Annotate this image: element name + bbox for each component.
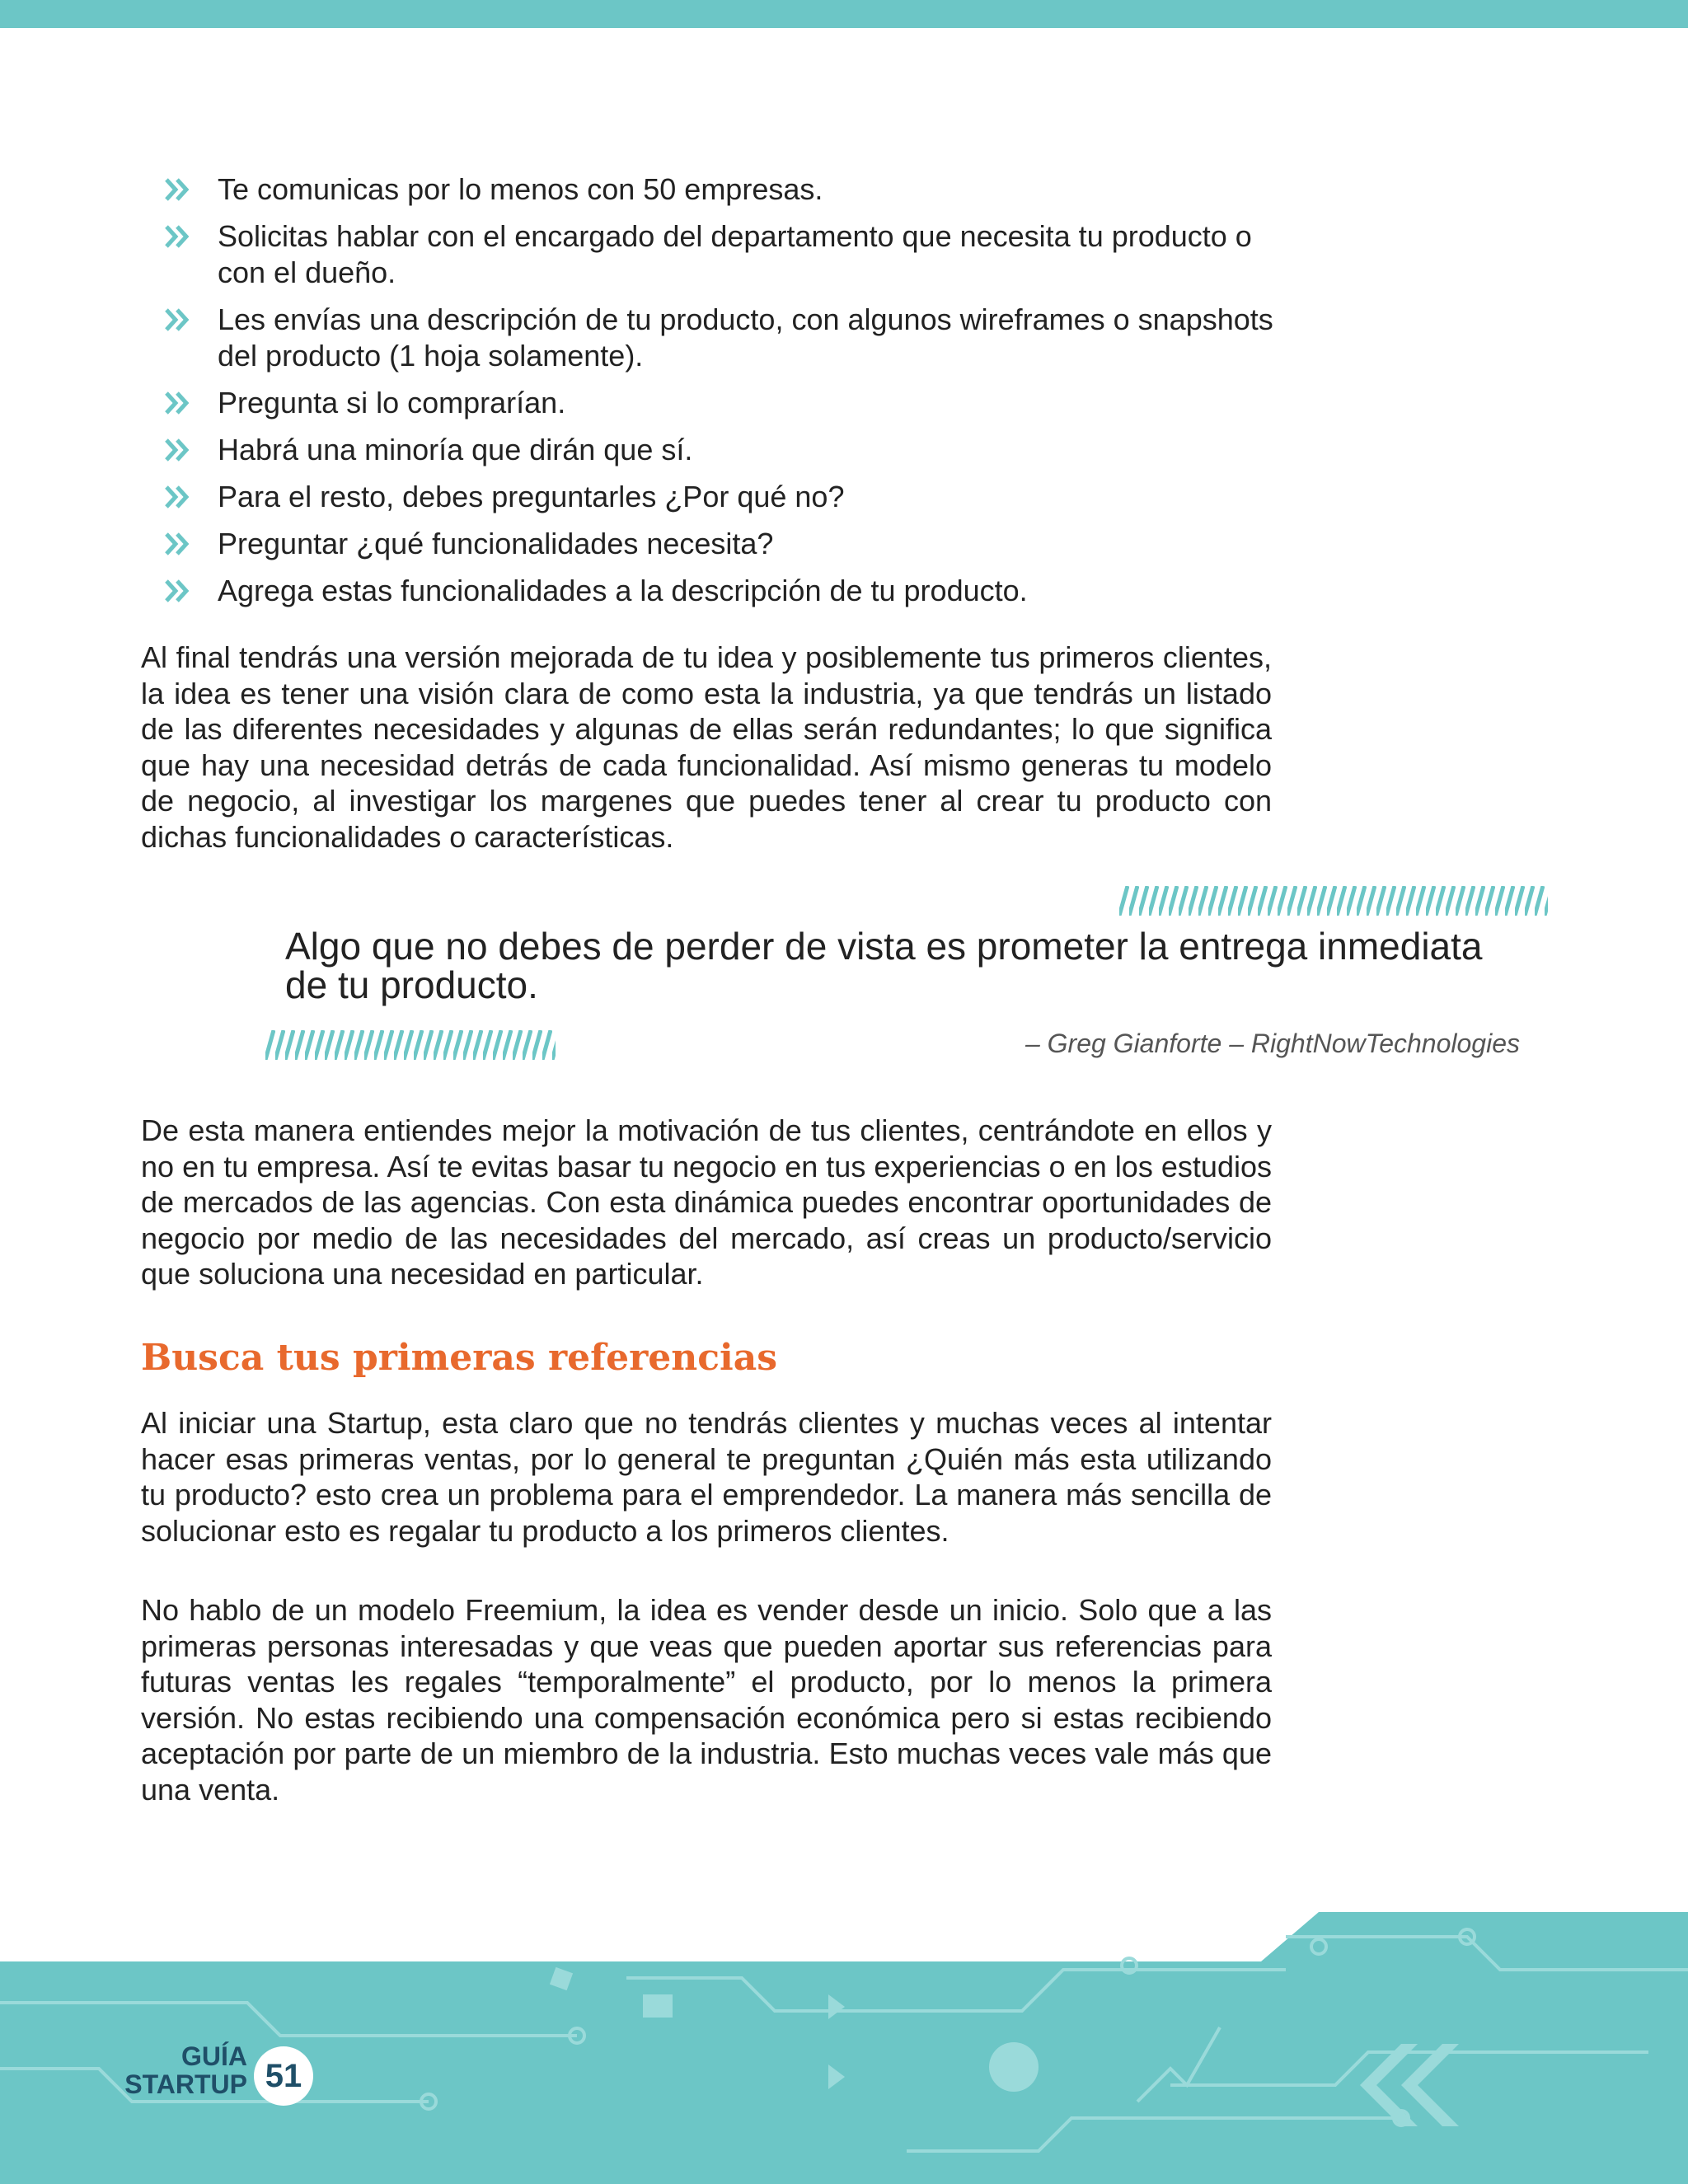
body-paragraph: No hablo de un modelo Freemium, la idea es vender desde un inicio. Solo que a las primeras personas interesadas y que veas que pueden aportar sus referencias para futuras ventas les regales “temporalmente” el producto, por lo menos la primera versión. No estas recibiendo una compensación económica pero si estas recibiendo aceptación por parte de un miembro de la industria. Esto muchas veces vale más que una venta.	[141, 1593, 1272, 1807]
list-item-text: Solicitas hablar con el encargado del departamento que necesita tu producto o con el dueño.	[218, 219, 1252, 289]
list-item-text: Te comunicas por lo menos con 50 empresas.	[218, 172, 823, 206]
list-item	[163, 302, 1276, 374]
list-item-text: Agrega estas funcionalidades a la descripción de tu producto.	[218, 574, 1028, 607]
page-number: 51	[254, 2046, 313, 2106]
body-paragraph: Al final tendrás una versión mejorada de tu idea y posiblemente tus primeros clientes, la idea es tener una visión clara de como esta la industria, ya que tendrás un listado de las diferentes necesidades y algunas de ellas serán redundantes; lo que significa que hay una necesidad detrás de cada funcionalidad. Así mismo generas tu modelo de negocio, al investigar los margenes que puedes tener al crear tu producto con dichas funcionalidades o características.	[141, 640, 1272, 854]
top-accent-bar	[0, 0, 1688, 28]
circuit-background	[0, 1904, 1688, 2184]
brand-line-2: STARTUP	[124, 2069, 247, 2099]
list-item	[163, 479, 1276, 515]
double-chevron-icon	[163, 576, 193, 606]
double-chevron-icon	[163, 435, 193, 465]
quote-author: – Greg Gianforte – RightNowTechnologies	[1025, 1029, 1520, 1058]
list-item-text: Les envías una descripción de tu producto, con algunos wireframes o snapshots del producto (1 hoja solamente).	[218, 302, 1273, 373]
list-item	[163, 218, 1276, 291]
hatch-decoration-top	[1119, 886, 1548, 916]
list-item	[163, 171, 1276, 208]
body-paragraph: De esta manera entiendes mejor la motivación de tus clientes, centrándote en ellos y no en tu empresa. Así te evitas basar tu negocio en tus experiencias o en los estudios de mercados de las agencias. Con esta dinámica puedes encontrar oportunidades de negocio por medio de las necesidades del mercado, así creas un producto/servicio que soluciona una necesidad en particular.	[141, 1113, 1272, 1291]
pull-quote: Algo que no debes de perder de vista es prometer la entrega inmediata de tu producto.	[285, 925, 1483, 1006]
list-item-text: Preguntar ¿qué funcionalidades necesita?	[218, 527, 774, 560]
list-item-text: Habrá una minoría que dirán que sí.	[218, 433, 693, 466]
globe-icon	[989, 2042, 1039, 2092]
footer-banner	[0, 1904, 1688, 2184]
list-item	[163, 573, 1276, 609]
bullet-list	[163, 171, 1276, 620]
section-heading: Busca tus primeras referencias	[141, 1337, 778, 1379]
double-chevron-icon	[163, 305, 193, 335]
brand-logo	[124, 2042, 247, 2098]
list-item-text: Para el resto, debes preguntarles ¿Por qué no?	[218, 480, 845, 513]
double-chevron-icon	[163, 529, 193, 559]
list-item	[163, 385, 1276, 421]
hatch-decoration-bottom	[265, 1030, 556, 1060]
barcode-icon	[643, 1994, 673, 2018]
brand-line-1: GUÍA	[181, 2041, 247, 2071]
list-item	[163, 526, 1276, 562]
double-chevron-icon	[163, 222, 193, 251]
list-item	[163, 432, 1276, 468]
list-item-text: Pregunta si lo comprarían.	[218, 386, 566, 419]
double-chevron-icon	[163, 482, 193, 512]
double-chevron-icon	[163, 388, 193, 418]
double-chevron-icon	[163, 175, 193, 204]
body-paragraph: Al iniciar una Startup, esta claro que no tendrás clientes y muchas veces al intentar hacer esas primeras ventas, por lo general te preguntan ¿Quién más esta utilizando tu producto? esto crea un problema para el emprendedor. La manera más sencilla de solucionar esto es regalar tu producto a los primeros clientes.	[141, 1406, 1272, 1548]
